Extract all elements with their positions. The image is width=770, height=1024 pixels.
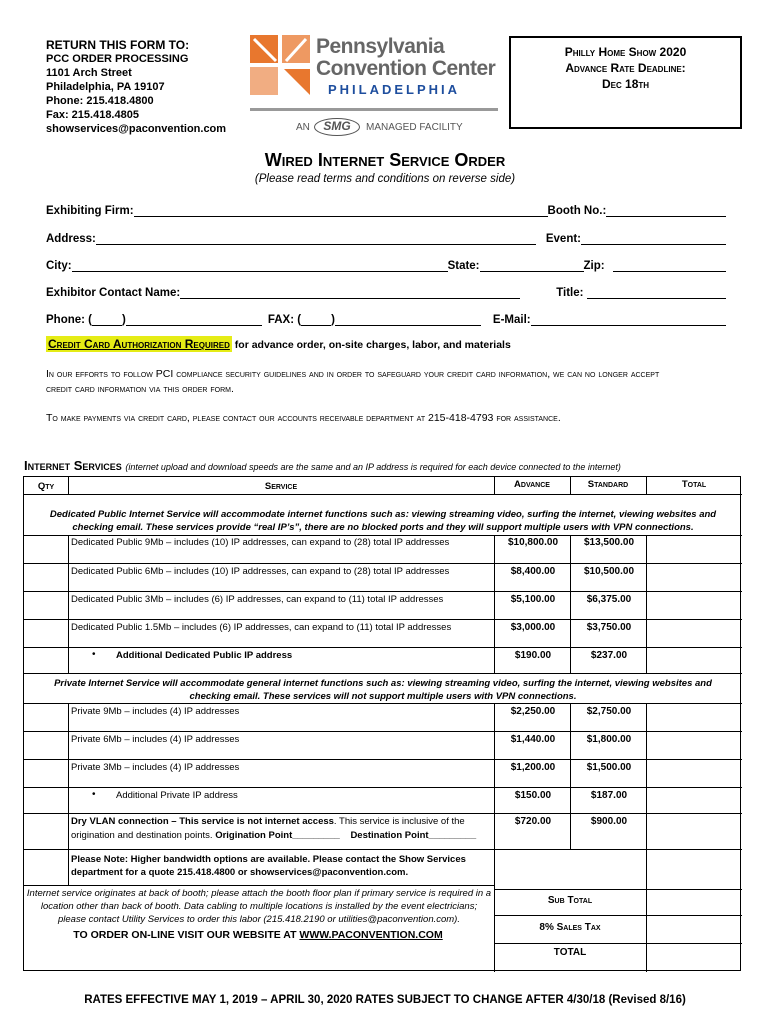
service-footnote: Internet service originates at back of booth; please attach the booth floor plan if primary service is required in a location other than back of booth. Data cabling to multiple locations is installed by the event electricians; please contact Utility Services to order this labor (215.418.2190 or utilities@paconvention.com). — [26, 888, 492, 925]
private-additional-ip-name: Additional Private IP address — [116, 790, 238, 801]
private-service-description: Private Internet Service will accommodate general internet functions such as: viewing streaming video, surfing the internet, viewing websites and checking email. These services will not support multiple users with VPN connections. — [54, 678, 712, 702]
table-rule — [68, 703, 69, 885]
booth-no-label: Booth No.: — [547, 205, 607, 217]
address-field[interactable] — [96, 233, 536, 245]
table-rule — [68, 535, 69, 673]
private-additional-ip-advance: $150.00 — [514, 790, 552, 801]
vlan-destination: Destination Point_________ — [350, 830, 477, 841]
return-address-block — [46, 38, 226, 136]
public-3mb-advance: $5,100.00 — [510, 594, 556, 605]
city-label: City: — [46, 260, 72, 272]
form-title: Wired Internet Service Order — [264, 150, 506, 170]
return-line: Phone: 215.418.4800 — [46, 95, 154, 107]
email-label: E-Mail: — [492, 314, 531, 326]
private-6mb-standard: $1,800.00 — [586, 734, 632, 745]
form-subtitle: (Please read terms and conditions on reverse side) — [254, 173, 516, 185]
table-rule — [24, 647, 742, 648]
services-heading-text: Internet Services — [24, 458, 122, 473]
table-rule — [646, 703, 647, 972]
deadline-date: Dec 18th — [601, 77, 650, 91]
exhibiting-firm-label: Exhibiting Firm: — [46, 205, 134, 217]
contact-name-field[interactable] — [180, 287, 520, 299]
logo-name-line2: Convention Center — [316, 57, 496, 80]
private-additional-ip-standard: $187.00 — [590, 790, 628, 801]
order-online — [24, 929, 492, 941]
public-additional-ip-advance: $190.00 — [514, 650, 552, 661]
cc-required-highlight: Credit Card Authorization Required — [48, 337, 230, 351]
city-field[interactable] — [72, 260, 448, 272]
public-6mb-name: Dedicated Public 6Mb – includes (10) IP addresses, can expand to (28) total IP addresses — [71, 566, 450, 577]
table-rule — [24, 591, 742, 592]
table-rule — [24, 494, 742, 495]
website-link[interactable]: WWW.PACONVENTION.COM — [299, 929, 443, 941]
table-rule — [24, 759, 742, 760]
exhibiting-firm-field[interactable] — [134, 205, 548, 217]
table-rule — [24, 849, 742, 850]
vlan-standard: $900.00 — [590, 816, 628, 827]
rates-footer: RATES EFFECTIVE MAY 1, 2019 – APRIL 30, 2020 RATES SUBJECT TO CHANGE AFTER 4/30/18 (Revised 8/16) — [84, 994, 686, 1006]
table-rule — [24, 673, 742, 674]
logo-managed-facility: MANAGED FACILITY — [366, 122, 463, 133]
fax-field[interactable] — [335, 314, 481, 326]
table-rule — [24, 535, 742, 536]
return-title: RETURN THIS FORM TO: — [46, 38, 190, 52]
table-rule — [24, 731, 742, 732]
table-rule — [24, 885, 494, 886]
table-rule — [494, 915, 742, 916]
vlan-line2 — [71, 830, 476, 841]
internet-services-heading — [24, 458, 621, 473]
logo-rule — [250, 108, 498, 111]
phone-area-field[interactable] — [92, 314, 122, 326]
total-label: TOTAL — [553, 947, 587, 958]
payment-contact-notice: To make payments via credit card, please contact our accounts receivable department at 215-418-4793 for assistance. — [46, 412, 561, 424]
logo-city: PHILADELPHIA — [328, 82, 461, 97]
return-line: showservices@paconvention.com — [46, 123, 227, 135]
table-rule — [494, 943, 742, 944]
subtotal-label: Sub Total — [547, 895, 593, 906]
public-9mb-advance: $10,800.00 — [507, 537, 559, 548]
private-3mb-advance: $1,200.00 — [510, 762, 556, 773]
fax-paren: ) — [331, 314, 335, 326]
contact-name-label: Exhibitor Contact Name: — [46, 287, 181, 299]
vlan-title: Dry VLAN connection – This service is not internet access — [71, 816, 334, 827]
state-field[interactable] — [480, 260, 584, 272]
col-header-total: Total — [681, 479, 707, 490]
phone-row — [46, 310, 726, 326]
vlan-origination: Origination Point_________ — [215, 830, 340, 841]
col-header-service: Service — [264, 481, 298, 492]
public-service-description: Dedicated Public Internet Service will accommodate internet functions such as: viewing streaming video, surfing the internet, viewing websites and checking email. These services provide “real IP’s”, there are no blocked ports and they will support multiple users with VPN connections. — [49, 509, 717, 533]
private-9mb-standard: $2,750.00 — [586, 706, 632, 717]
vlan-advance: $720.00 — [514, 816, 552, 827]
public-9mb-standard: $13,500.00 — [583, 537, 635, 548]
vlan-desc-2: origination and destination points. — [71, 830, 213, 841]
table-rule — [570, 703, 571, 849]
table-rule — [494, 535, 495, 673]
bandwidth-note: Please Note: Higher bandwidth options are available. Please contact the Show Services department for a quote 215.418.4800 or showservices@paconvention.com. — [71, 854, 466, 878]
table-rule — [24, 563, 742, 564]
table-rule — [646, 535, 647, 673]
contact-row — [46, 283, 726, 299]
private-9mb-advance: $2,250.00 — [510, 706, 556, 717]
fax-label: FAX: ( — [267, 314, 302, 326]
pcc-logo-mark-icon — [250, 35, 312, 97]
public-additional-ip-name: Additional Dedicated Public IP address — [116, 650, 293, 661]
deadline-box — [509, 36, 742, 129]
table-rule — [24, 813, 742, 814]
return-line: PCC ORDER PROCESSING — [46, 53, 189, 65]
private-9mb-name: Private 9Mb – includes (4) IP addresses — [71, 706, 240, 717]
private-3mb-standard: $1,500.00 — [586, 762, 632, 773]
public-1-5mb-standard: $3,750.00 — [586, 622, 632, 633]
return-line: 1101 Arch Street — [46, 67, 132, 79]
sales-tax-label: 8% Sales Tax — [539, 922, 601, 933]
pci-notice: In our efforts to follow PCI compliance security guidelines and in order to safeguard your credit card information, we can no longer accept credit card information via this order form. — [46, 368, 660, 395]
col-header-qty: Qty — [37, 481, 55, 492]
logo-an: AN — [296, 122, 310, 133]
public-3mb-name: Dedicated Public 3Mb – includes (6) IP addresses, can expand to (11) total IP addresses — [71, 594, 444, 605]
cc-notice — [46, 337, 511, 351]
public-6mb-standard: $10,500.00 — [583, 566, 635, 577]
private-6mb-advance: $1,440.00 — [510, 734, 556, 745]
smg-logo: SMG — [314, 118, 360, 136]
col-header-advance: Advance — [514, 479, 550, 490]
phone-field[interactable] — [126, 314, 262, 326]
vlan-desc: . This service is inclusive of the — [333, 816, 465, 827]
booth-no-field[interactable] — [606, 205, 726, 217]
public-9mb-name: Dedicated Public 9Mb – includes (10) IP addresses, can expand to (28) total IP addresses — [71, 537, 450, 548]
phone-label: Phone: ( — [46, 314, 92, 326]
bullet-icon: • — [92, 649, 96, 660]
table-rule — [494, 889, 742, 890]
city-row — [46, 256, 726, 272]
state-label: State: — [447, 260, 480, 272]
table-rule — [24, 787, 742, 788]
order-online-text: TO ORDER ON-LINE VISIT OUR WEBSITE AT — [73, 929, 297, 941]
phone-paren: ) — [122, 314, 126, 326]
address-row — [46, 229, 726, 245]
col-header-standard: Standard — [587, 479, 629, 490]
event-label: Event: — [545, 233, 582, 245]
bullet-icon: • — [92, 789, 96, 800]
public-6mb-advance: $8,400.00 — [510, 566, 556, 577]
zip-field[interactable] — [613, 260, 726, 272]
return-line: Philadelphia, PA 19107 — [46, 81, 165, 93]
return-line: Fax: 215.418.4805 — [46, 109, 139, 121]
public-additional-ip-standard: $237.00 — [590, 650, 628, 661]
email-field[interactable] — [531, 314, 726, 326]
table-rule — [24, 619, 742, 620]
private-6mb-name: Private 6Mb – includes (4) IP addresses — [71, 734, 240, 745]
table-rule — [24, 703, 742, 704]
public-1-5mb-advance: $3,000.00 — [510, 622, 556, 633]
services-table — [23, 476, 741, 971]
public-1-5mb-name: Dedicated Public 1.5Mb – includes (6) IP addresses, can expand to (11) total IP addresses — [71, 622, 452, 633]
show-name: Philly Home Show 2020 — [564, 45, 687, 59]
public-3mb-standard: $6,375.00 — [586, 594, 632, 605]
firm-row — [46, 201, 726, 217]
deadline-label: Advance Rate Deadline: — [565, 61, 686, 75]
services-heading-note: (internet upload and download speeds are the same and an IP address is required for each device connected to the internet) — [125, 462, 621, 472]
pcc-logo — [250, 35, 505, 145]
zip-label: Zip: — [583, 260, 605, 272]
fax-area-field[interactable] — [301, 314, 331, 326]
title-label: Title: — [556, 287, 584, 299]
cc-notice-rest: for advance order, on-site charges, labor, and materials — [234, 339, 511, 351]
event-field[interactable] — [581, 233, 726, 245]
private-3mb-name: Private 3Mb – includes (4) IP addresses — [71, 762, 240, 773]
table-rule — [570, 535, 571, 673]
vlan-line1 — [71, 816, 465, 827]
title-field[interactable] — [587, 287, 726, 299]
logo-name-line1: Pennsylvania — [316, 35, 445, 58]
address-label: Address: — [46, 233, 96, 245]
